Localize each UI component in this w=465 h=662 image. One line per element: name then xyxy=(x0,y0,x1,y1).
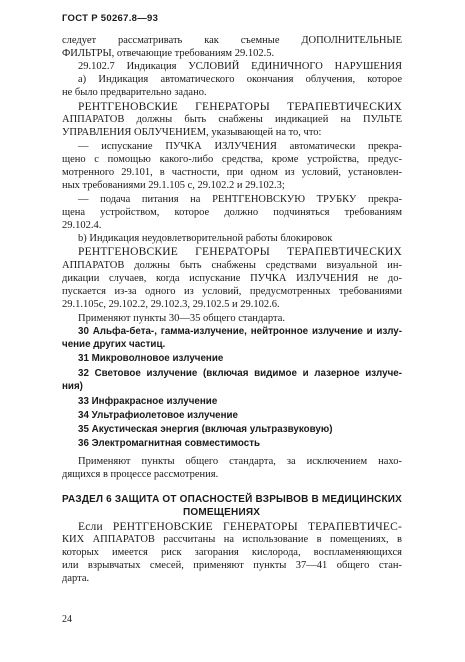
text-line: 31 Микроволновое излучение xyxy=(78,353,224,364)
text-line: следует рассматривать как съемные ДОПОЛНИТЕЛЬНЫЕ xyxy=(62,35,402,46)
text-line: 30 Альфа-бета-, гамма-излучение, нейтронное излучение и излу- xyxy=(78,326,402,337)
text-line: Применяют пункты 30—35 общего стандарта. xyxy=(78,313,286,324)
text-line: УПРАВЛЕНИЯ ОБЛУЧЕНИЕМ, указывающей на то, что: xyxy=(62,127,322,138)
text-line: РЕНТГЕНОВСКИЕ ГЕНЕРАТОРЫ ТЕРАПЕВТИЧЕСКИХ xyxy=(78,246,402,258)
text-line: 36 Электромагнитная совместимость xyxy=(78,438,261,449)
text-line: дарта. xyxy=(62,573,90,584)
text-line: КИХ АППАРАТОВ рассчитаны на использование в помещениях, в xyxy=(62,534,402,545)
text-line: которых имеется риск загорания кислорода, воспламеняющихся xyxy=(62,547,402,558)
text-line: щено с помощью какого-либо средства, кроме устройства, предус- xyxy=(62,154,402,165)
text-line: или взрывчатых смесей, применяют пункты 37—41 общего стан- xyxy=(62,560,402,571)
text-line: ных требованиями 29.1.105 с, 29.102.2 и 29.102.3; xyxy=(62,180,285,191)
text-line: ния) xyxy=(62,381,83,392)
text-line: ФИЛЬТРЫ, отвечающие требованиям 29.102.5. xyxy=(62,48,275,59)
text-line: дикации случаев, когда испускание ПУЧКА ИЗЛУЧЕНИЯ не до- xyxy=(62,273,402,284)
text-line: — испускание ПУЧКА ИЗЛУЧЕНИЯ автоматически прекра- xyxy=(78,141,402,152)
text-line: а) Индикация автоматического окончания облучения, которое xyxy=(78,74,402,85)
text-line: пускается из-за одного из условий, предусмотренных требованиями xyxy=(62,286,402,297)
text-line: — подача питания на РЕНТГЕНОВСКУЮ ТРУБКУ прекра- xyxy=(78,194,402,205)
section-heading: РАЗДЕЛ 6 ЗАЩИТА ОТ ОПАСНОСТЕЙ ВЗРЫВОВ В МЕДИЦИНСКИХ xyxy=(62,494,402,505)
page-number: 24 xyxy=(62,614,72,625)
text-line: 35 Акустическая энергия (включая ультразвуковую) xyxy=(78,424,333,435)
text-line: мотренного 29.101, в частности, при одном из условий, установлен- xyxy=(62,167,402,178)
text-line: b) Индикация неудовлетворительной работы блокировок xyxy=(78,233,333,244)
text-line: АППАРАТОВ должны быть снабжены индикацией на ПУЛЬТЕ xyxy=(62,114,402,125)
text-line: 34 Ультрафиолетовое излучение xyxy=(78,410,238,421)
text-line: РЕНТГЕНОВСКИЕ ГЕНЕРАТОРЫ ТЕРАПЕВТИЧЕСКИХ xyxy=(78,101,402,113)
text-line: Применяют пункты общего стандарта, за исключением нахо- xyxy=(78,456,402,467)
text-line: дящихся в процессе рассмотрения. xyxy=(62,469,219,480)
text-line: АППАРАТОВ должны быть снабжены средствами визуальной ин- xyxy=(62,260,402,271)
text-line: 29.1.105с, 29.102.2, 29.102.3, 29.102.5 и 29.102.6. xyxy=(62,299,280,310)
text-line: Если РЕНТГЕНОВСКИЕ ГЕНЕРАТОРЫ ТЕРАПЕВТИЧЕС- xyxy=(78,521,402,533)
text-line: не было предварительно задано. xyxy=(62,87,207,98)
page-header-standard: ГОСТ Р 50267.8—93 xyxy=(62,13,159,24)
text-line: чение других частиц. xyxy=(62,339,166,350)
text-line: 29.102.7 Индикация УСЛОВИЙ ЕДИНИЧНОГО НАРУШЕНИЯ xyxy=(78,61,402,72)
text-line: 33 Инфракрасное излучение xyxy=(78,396,218,407)
text-line: 32 Световое излучение (включая видимое и лазерное излуче- xyxy=(78,368,402,379)
section-heading-continued: ПОМЕЩЕНИЯХ xyxy=(183,507,261,518)
text-line: 29.102.4. xyxy=(62,220,102,231)
text-line: щена устройством, которое должно подчиняться требованиям xyxy=(62,207,402,218)
